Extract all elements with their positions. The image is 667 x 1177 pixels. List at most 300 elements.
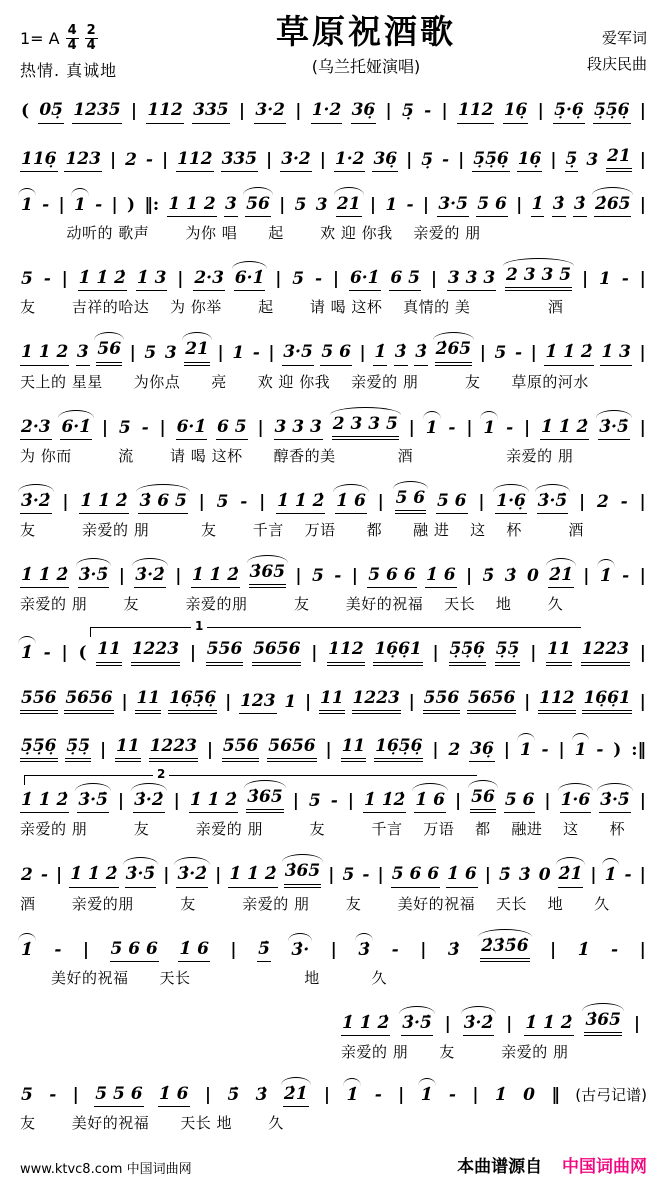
note-group: 3·5 (282, 342, 314, 365)
barline: | (101, 417, 109, 438)
barline: | (377, 491, 384, 512)
note-group: 11 (319, 688, 345, 714)
music-line (20, 553, 647, 588)
barline: | (217, 343, 224, 364)
lyrics-line: 为 你而 流 请 喝 这杯 醇香的美 酒 亲爱的 朋 (20, 446, 574, 465)
note-group: 1̇ (599, 566, 613, 588)
note-group: - (624, 865, 632, 886)
score-header (20, 14, 647, 81)
note-group: 3 (586, 149, 599, 170)
note-group: 2 (448, 739, 461, 760)
note-group: 556 (222, 736, 260, 762)
barline: | (328, 865, 335, 886)
note-group: 1̇·6 (560, 790, 592, 813)
note-group: 05̣ (38, 100, 64, 123)
music-line (20, 137, 647, 172)
note-group: 3̇·2̇ (176, 864, 208, 887)
note-group: 21 (606, 146, 632, 172)
note-group: 21 (184, 339, 210, 365)
note-group: 3̇65 (249, 562, 287, 588)
time-signature-1: $\frac{4}{4}$ (67, 23, 77, 53)
note-group: 1̇ 3 (600, 342, 632, 365)
note-group: 1̇ 1̇ 2̇ (540, 417, 589, 440)
note-group: 112 (176, 149, 214, 172)
barline: | (458, 149, 465, 170)
note-group: 6·1̇ (176, 417, 208, 440)
note-group: - (596, 739, 604, 760)
music-line (20, 185, 647, 217)
lyrics-line: 亲爱的 朋 友 亲爱的 朋 友 千言 万语 都 融进 这 杯 (20, 820, 626, 839)
note-group: 1̇ (494, 1085, 507, 1106)
music-system (20, 553, 647, 614)
barline: | (530, 643, 537, 664)
note-group: 3 (164, 343, 177, 364)
barline: | (323, 1085, 331, 1106)
note-group: 3̇·2̇ (134, 565, 166, 588)
barline: | (268, 343, 275, 364)
note-group: - (620, 491, 628, 512)
barline: | (58, 194, 65, 215)
note-group: 1̇ 6 (446, 864, 478, 887)
barline: | (99, 739, 107, 760)
note-group: 1̇ 6 (178, 939, 210, 962)
barline: | (279, 194, 286, 215)
barline: | (590, 865, 597, 886)
note-group: - (424, 101, 432, 122)
music-system (20, 91, 647, 123)
note-group: 6 5 (216, 417, 248, 440)
barline: | (359, 343, 366, 364)
barline: | (61, 269, 68, 290)
note-group: - (141, 417, 149, 438)
note-group: 3̇· (290, 940, 310, 962)
note-group: 11 (135, 688, 161, 714)
note-group: 16̣5̣6̣ (374, 736, 423, 762)
note-group: 5̣ (421, 149, 434, 170)
note-group: 3̇·2̇ (463, 1013, 495, 1036)
note-group: 112 (538, 688, 576, 714)
note-group: - (442, 149, 450, 170)
note-group: 11 (115, 736, 141, 762)
note-group: 112 (457, 100, 495, 123)
barline: | (266, 149, 273, 170)
note-group: 5 (494, 343, 507, 364)
note-group: 1̇ 1̇ 2̇ (191, 565, 240, 588)
note-group: 5 (21, 269, 33, 290)
barline: | (420, 939, 427, 960)
note-group: - (54, 939, 62, 960)
note-group: 5̣5̣ (495, 639, 521, 665)
barline: | (544, 791, 551, 812)
note-group: 1 (73, 195, 87, 217)
barline: | (295, 566, 302, 587)
music-line (20, 852, 647, 887)
note-group: 1̇ 1̇ 2̇ (189, 790, 238, 813)
note-group: 5̣ (565, 149, 579, 172)
note-group: 1̇ 3 (136, 268, 168, 291)
note-group: 2̇3̇5̇6̇ (480, 936, 529, 962)
lyrics-line: 动听的 歌声 为你 唱 起 欢 迎 你我 亲爱的 朋 (20, 224, 481, 243)
barline: | (639, 566, 646, 587)
barline: | (311, 643, 318, 664)
note-group: 16̣ (517, 149, 543, 172)
note-group: 16̣ (503, 100, 529, 123)
note-group: 556 (206, 639, 244, 665)
note-group: 1 (574, 740, 588, 762)
note-group: - (252, 343, 260, 364)
note-group: 3̇·2̇ (133, 790, 165, 813)
music-system (20, 405, 647, 466)
notation-credit: (古弓记谱) (575, 1086, 647, 1105)
note-group: - (314, 269, 323, 290)
note-group: 5̣5̣ (65, 736, 91, 762)
credits (537, 14, 647, 77)
note-group: 5̇ (498, 865, 511, 886)
note-group: 5656 (267, 736, 316, 762)
note-group: 1223 (131, 639, 180, 665)
barline: | (408, 417, 415, 438)
barline: | (62, 491, 69, 512)
note-group: 556 (423, 688, 461, 714)
barline: | (159, 417, 166, 438)
note-group: 5̣5̣6̣ (472, 149, 510, 172)
note-group: 36̣ (351, 100, 377, 123)
barline: | (332, 269, 340, 290)
barline: | (292, 791, 299, 812)
note-group: 5656 (252, 639, 301, 665)
footer-source (457, 1152, 647, 1177)
note-group: 112 (146, 100, 184, 123)
music-line (20, 927, 647, 962)
barline: | (583, 566, 590, 587)
music-system (20, 727, 647, 762)
note-group: 116̣ (20, 149, 58, 172)
note-group: 1̇ 1̇ 2̇ (544, 342, 593, 365)
note-group: 2 3 3 5 (332, 414, 399, 440)
barline: | (56, 865, 63, 886)
barline: | (432, 739, 439, 760)
barline: | (639, 791, 646, 812)
note-group: 335 (192, 100, 230, 123)
note-group: 1̇ (20, 643, 34, 665)
barline: | (524, 691, 531, 712)
composer-credit: 段庆民曲 (586, 54, 647, 73)
note-group: - (145, 149, 153, 170)
barline: | (537, 101, 544, 122)
note-group: 16̣5̣6̣ (168, 688, 217, 714)
note-group: - (448, 417, 456, 438)
lyrics-line: 友 吉祥的哈达 为 你举 起 请 喝 这杯 真情的 美 酒 (20, 298, 564, 317)
note-group: 123 (239, 691, 277, 714)
note-group: 1̇ 1̇ 2̇ (69, 864, 118, 887)
note-group: - (448, 1085, 456, 1106)
note-group: 5 6 (436, 491, 468, 514)
note-group: 3̇·2̇ (20, 491, 52, 514)
barline: | (369, 194, 377, 215)
note-group: 1̇ 6 (414, 790, 446, 813)
parenthesis: ) (126, 194, 136, 215)
note-group: 3̇ (518, 865, 531, 886)
note-group: 5 (342, 865, 355, 886)
note-group: 3̇ 6 5 (138, 491, 187, 514)
note-group: 1̇ 1̇ 2̇ (276, 491, 325, 514)
barline: | (639, 269, 646, 290)
note-group: 3̇·5̇ (125, 864, 157, 887)
note-group: 3̇65 (246, 787, 284, 813)
barline: | (503, 739, 510, 760)
volta-label: 2 (153, 767, 169, 781)
note-group: 335 (221, 149, 259, 172)
note-group: 5 6 6 (367, 565, 416, 588)
note-group: 1̇ 1̇2̇ (363, 790, 406, 813)
note-group: 5̇ (227, 1085, 240, 1106)
note-group: 3 3 3 (447, 268, 496, 291)
note-group: 5 (308, 791, 321, 812)
barline: | (523, 417, 531, 438)
barline: | (121, 691, 128, 712)
note-group: 5̣5̣6̣ (449, 639, 487, 665)
music-line (20, 405, 647, 440)
note-group: 5 (118, 417, 131, 438)
barline: | (173, 791, 180, 812)
note-group: 1̇ (420, 1085, 434, 1107)
note-group: 3̇·5̇ (401, 1013, 433, 1036)
note-group: 36̣ (372, 149, 398, 172)
parenthesis: ( (78, 643, 87, 664)
music-line (20, 91, 647, 123)
barline: | (639, 149, 646, 170)
barline: | (484, 865, 491, 886)
barline: | (305, 691, 312, 712)
note-group: 123 (64, 149, 102, 172)
key-and-tempo (20, 14, 195, 81)
lyrics-line: 友 美好的祝福 天长 地 久 (20, 1114, 284, 1133)
music-system (20, 137, 647, 172)
note-group: 1̇ 1̇ 2̇ (228, 864, 277, 887)
footer-source-prefix: 本曲谱源自 (457, 1157, 543, 1177)
music-system (20, 330, 647, 391)
barline: | (347, 791, 354, 812)
note-group: 5 (312, 566, 324, 587)
repeat-sign: :‖ (631, 739, 646, 760)
music-line (20, 330, 647, 365)
note-group: - (611, 939, 619, 960)
note-group: 5 (292, 269, 305, 290)
footer-brand: 中国词曲网 (562, 1157, 647, 1177)
barline: | (530, 343, 537, 364)
note-group: 2̇1̇ (558, 864, 584, 887)
barline: | (639, 865, 646, 886)
note-group: 1̇ 1̇ 2̇ (20, 790, 69, 813)
note-group: 5 (294, 194, 307, 215)
barline: | (61, 643, 68, 664)
note-group: 5̇ (257, 939, 271, 962)
barline: | (215, 865, 222, 886)
music-line (341, 1001, 641, 1036)
music-system (20, 185, 647, 243)
barline: | (422, 194, 430, 215)
note-group: 1 (385, 194, 398, 215)
note-group: 5 6 (320, 342, 352, 365)
barline: | (225, 691, 232, 712)
note-group: - (514, 343, 523, 364)
barline: | (506, 1013, 513, 1034)
barline: | (454, 791, 462, 812)
barline: | (478, 491, 485, 512)
barline: | (259, 491, 266, 512)
note-group: 5̣5̣6̣ (20, 736, 58, 762)
parenthesis: ) (613, 739, 622, 760)
lyrics-line: 友 亲爱的 朋 友 千言 万语 都 融 进 这 杯 酒 (20, 521, 584, 540)
barline: | (111, 194, 118, 215)
note-group: - (362, 865, 370, 886)
music-system (20, 778, 647, 839)
barline: | (430, 269, 437, 290)
final-barline: ‖ (551, 1085, 560, 1106)
note-group: 5656 (467, 688, 516, 714)
note-group: - (334, 566, 342, 587)
music-system (20, 679, 647, 714)
note-group: 2 (125, 149, 137, 170)
note-group: 3·5 (437, 194, 469, 217)
volta-bracket-1 (90, 619, 581, 637)
song-title: 草原祝酒歌 (276, 12, 456, 51)
barline: | (82, 939, 90, 960)
note-group: 1223 (352, 688, 401, 714)
note-group: - (391, 939, 399, 960)
note-group: 1 1 2 (167, 194, 216, 217)
note-group: 2 (21, 865, 33, 886)
barline: | (444, 1013, 451, 1034)
barline: | (163, 865, 170, 886)
barline: | (639, 643, 646, 664)
barline: | (325, 739, 332, 760)
note-group: 1̇ (345, 1085, 359, 1107)
note-group: 1̇ 1̇ 2̇ (20, 565, 69, 588)
barline: | (204, 1085, 212, 1106)
barline: | (472, 1085, 479, 1106)
note-group: 11 (96, 639, 122, 665)
note-group: - (621, 269, 629, 290)
note-group: 1·6̣ (495, 491, 527, 514)
music-system (20, 1075, 647, 1133)
note-group: 556 (20, 688, 58, 714)
barline: | (550, 939, 557, 960)
note-group: 3̇ (504, 566, 517, 587)
note-group: - (374, 1085, 382, 1106)
note-group: 5 (144, 343, 157, 364)
volta-label: 1 (191, 619, 207, 633)
barline: | (330, 939, 337, 960)
note-group: 2 3 3 5 (505, 265, 572, 291)
note-group: 3̇65 (284, 861, 322, 887)
note-group: 3̇65 (584, 1010, 622, 1036)
lyrics-line: 美好的祝福 天长 地 久 (20, 968, 388, 987)
note-group: - (622, 566, 630, 587)
note-group: 5̣ (402, 101, 414, 122)
lyricist-credit: 爱军词 (601, 29, 647, 47)
note-group: 3̇ (394, 342, 408, 365)
note-group: 11 (546, 639, 572, 665)
note-group: 3̇·5̇ (599, 790, 631, 813)
repeat-sign: ‖: (144, 194, 160, 215)
note-group: 3̇·5̇ (537, 491, 569, 514)
barline: | (198, 491, 205, 512)
music-system (20, 852, 647, 913)
barline: | (161, 149, 169, 170)
note-group: 5656 (64, 688, 113, 714)
note-group: 3̇ (255, 1085, 268, 1106)
note-group: 3̇·5̇ (77, 790, 109, 813)
barline: | (639, 343, 646, 364)
barline: | (516, 194, 523, 215)
note-group: 2·3 (193, 268, 225, 291)
barline: | (206, 739, 213, 760)
note-group: 2̇1̇ (283, 1084, 309, 1107)
note-group: 1̇ 1̇ 2̇ (524, 1013, 573, 1036)
barline: | (130, 101, 138, 122)
note-group: 1223 (581, 639, 630, 665)
note-group: - (49, 1085, 57, 1106)
note-group: 6·1̇ (60, 417, 92, 440)
note-group: 1̇ 1̇ 2̇ (78, 268, 127, 291)
note-group: - (506, 417, 514, 438)
barline: | (117, 791, 125, 812)
barline: | (295, 101, 302, 122)
lyrics-line: 天上的 星星 为你点 亮 欢 迎 你我 亲爱的 朋 友 草原的河水 (20, 372, 589, 391)
note-group: 1 (284, 691, 297, 712)
key-signature-line (20, 24, 195, 52)
note-group: 6·1̇ (234, 268, 266, 291)
barline: | (639, 101, 646, 122)
note-group: 5 6 6 (110, 939, 159, 962)
note-group: 1̇ 6 (335, 491, 367, 514)
note-group: 1 1 2 (20, 342, 69, 365)
note-group: 5 (216, 491, 229, 512)
note-group: 5 6 (504, 790, 536, 813)
note-group: 3̇·5̇ (598, 417, 630, 440)
barline: | (550, 149, 557, 170)
note-group: 1̇ 6 (158, 1084, 190, 1107)
note-group: 6·1̇ (349, 268, 381, 291)
barline: | (129, 343, 136, 364)
barline: | (558, 739, 565, 760)
barline: | (441, 101, 448, 122)
music-line (20, 679, 647, 714)
note-group: 1·2 (334, 149, 366, 172)
music-system (20, 479, 647, 540)
note-group: - (43, 643, 51, 664)
note-group: 3 (315, 194, 328, 215)
note-group: 5 5 6 (94, 1084, 143, 1107)
time-signature-2: $\frac{2}{4}$ (86, 23, 96, 53)
barline: | (639, 417, 646, 438)
footer-site-url: www.ktvc8.com 中国词曲网 (20, 1162, 192, 1177)
note-group: 112 (327, 639, 365, 665)
note-group: 2 (597, 491, 609, 512)
barline: | (639, 691, 646, 712)
note-group: 1̇ (20, 940, 34, 962)
note-group: 3̇ (573, 194, 587, 217)
barline: | (406, 149, 413, 170)
barline: | (175, 566, 182, 587)
note-group: 2·3 (20, 417, 52, 440)
music-line (20, 256, 647, 291)
barline: | (377, 865, 384, 886)
note-group: 2̇65 (435, 339, 473, 365)
barline: | (319, 149, 326, 170)
note-group: 3̇·5̇ (78, 565, 110, 588)
